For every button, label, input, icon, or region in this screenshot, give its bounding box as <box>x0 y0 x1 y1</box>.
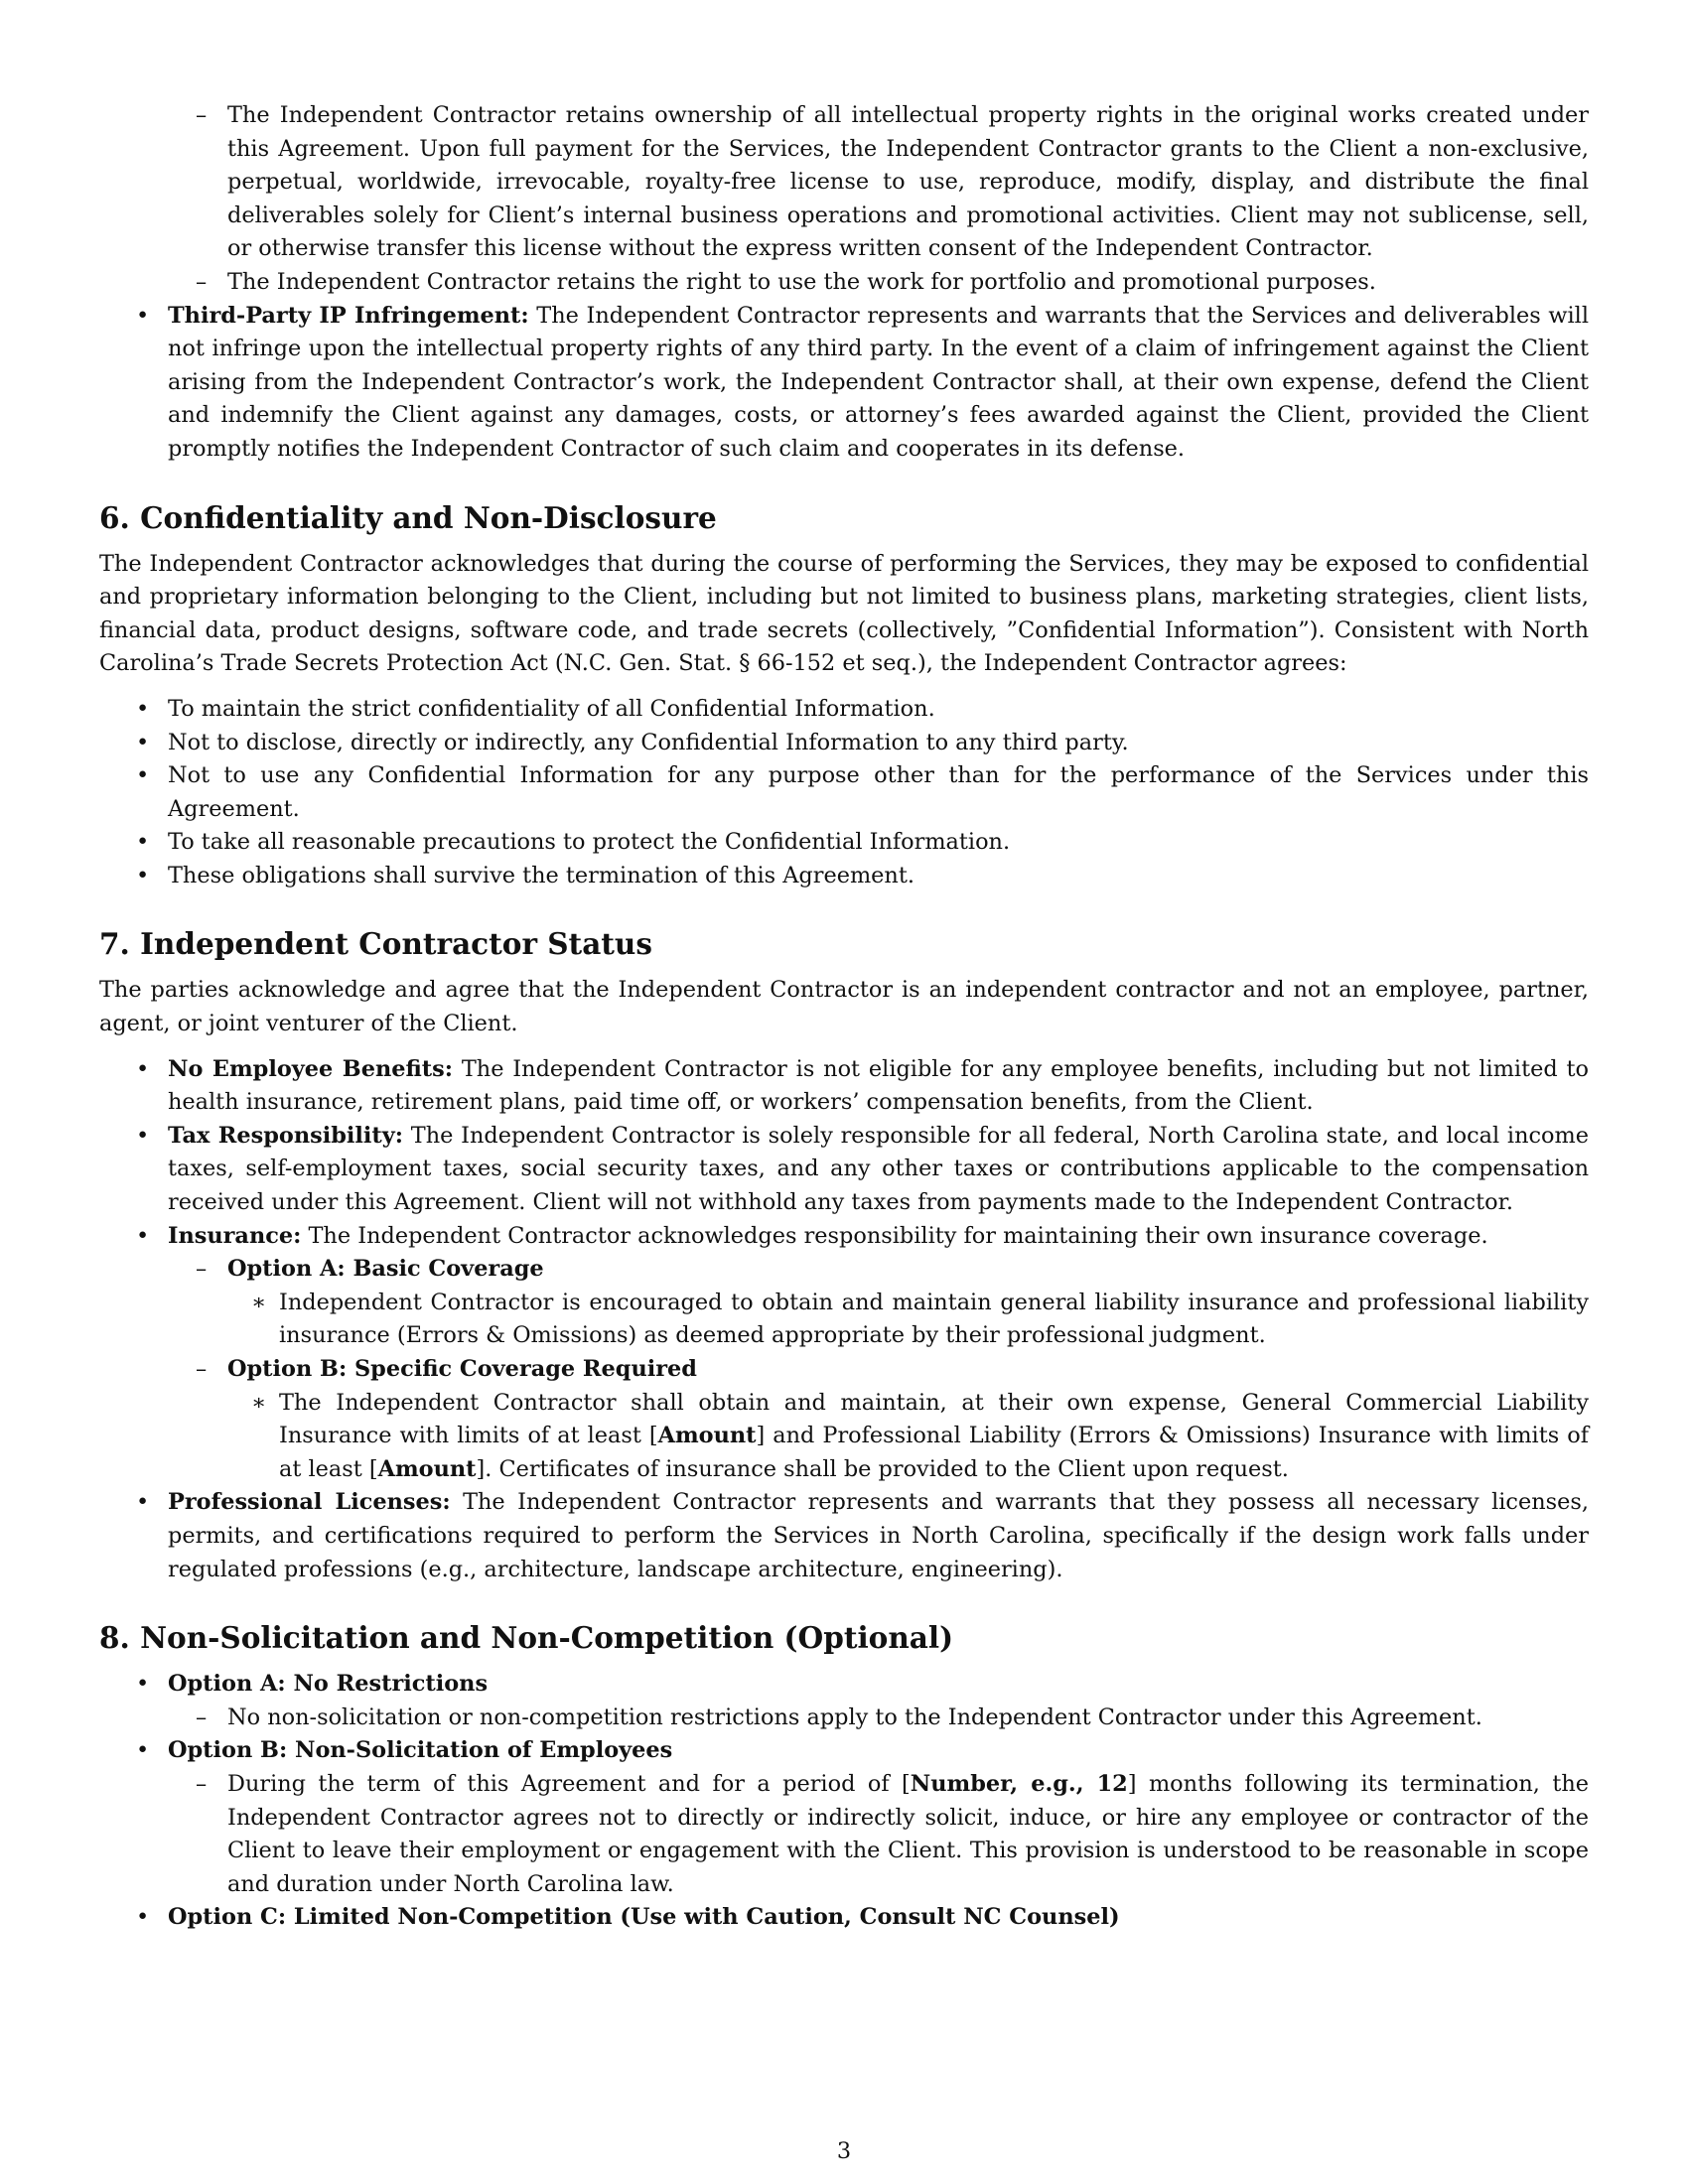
confidentiality-item: • These obligations shall survive the termination of this Agreement. <box>99 860 1589 893</box>
insurance-option-b <box>168 1353 1589 1486</box>
non-solicit-option-b <box>99 1734 1589 1901</box>
professional-licenses-label: Professional Licenses: <box>168 1489 451 1516</box>
option-b-text-part: ]. Certificates of insurance shall be provided to the Client upon request. <box>476 1455 1289 1482</box>
employee-benefits-text: The Independent Contractor is not eligible for any employee benefits, including but not limited to health insurance, retirement plans, paid time off, or workers’ compensation benefits, from the Client. <box>168 1055 1589 1116</box>
tax-responsibility-item <box>99 1120 1589 1220</box>
non-solicit-option-a-list <box>168 1702 1589 1735</box>
tax-responsibility-label: Tax Responsibility: <box>168 1122 404 1149</box>
non-compete-option-c-label: Option C: Limited Non-Competition (Use with Caution, Consult NC Counsel) <box>168 1904 1120 1931</box>
insurance-option-a-text: ∗ Independent Contractor is encouraged to obtain and maintain general liability insurance and professional liability insurance (Errors & Omissions) as deemed appropriate by their professional judgment. <box>227 1287 1589 1353</box>
professional-licenses-item <box>99 1486 1589 1586</box>
confidentiality-item: • To take all reasonable precautions to protect the Confidential Information. <box>99 826 1589 860</box>
non-solicit-option-b-text <box>168 1768 1589 1901</box>
non-solicit-option-a-label: Option A: No Restrictions <box>168 1671 489 1698</box>
insurance-label: Insurance: <box>168 1222 302 1249</box>
section-6-heading: 6. Confidentiality and Non-Disclosure <box>99 499 717 535</box>
insurance-option-a <box>168 1253 1589 1353</box>
section-7-heading: 7. Independent Contractor Status <box>99 926 652 962</box>
tax-responsibility-text: The Independent Contractor is solely responsible for all federal, North Carolina state, and local income taxes, self-employment taxes, social security taxes, and any other taxes or contributions applicable to the compensation received under this Agreement. Client will not withhold any taxes from payments made to the Independent Contractor. <box>168 1122 1589 1216</box>
insurance-option-b-label: Option B: Specific Coverage Required <box>227 1356 697 1382</box>
page-number: 3 <box>836 2138 852 2164</box>
ip-sublist <box>168 99 1589 300</box>
section-7-intro: The parties acknowledge and agree that the Independent Contractor is an independent contractor and not an employee, partner, agent, or joint venturer of the Client. <box>99 977 1589 1037</box>
insurance-option-a-list <box>227 1287 1589 1353</box>
non-compete-option-c <box>99 1901 1589 1935</box>
amount-placeholder: Amount <box>657 1423 757 1449</box>
non-solicit-option-b-label: Option B: Non-Solicitation of Employees <box>168 1737 673 1764</box>
option-b-text-part: ] months following its termination, the Independent Contractor agrees not to directly or indirectly solicit, induce, or hire any employee or contractor of the Client to leave their employment or engagement with the Client. This provision is understood to be reasonable in scope and duration under North Carolina law. <box>227 1770 1589 1897</box>
insurance-option-b-text <box>227 1387 1589 1487</box>
option-b-text-part: During the term of this Agreement and for a period of [ <box>227 1770 911 1797</box>
option-b-text-part: The Independent Contractor shall obtain and maintain, at their own expense, General Commercial Liability Insurance with limits of at least [ <box>279 1389 1589 1449</box>
insurance-item <box>99 1220 1589 1487</box>
document-page <box>99 99 1589 1935</box>
non-solicit-option-a-text: – No non-solicitation or non-competition restrictions apply to the Independent Contractor under this Agreement. <box>168 1702 1589 1735</box>
section-6-intro: The Independent Contractor acknowledges that during the course of performing the Services, they may be exposed to confidential and proprietary information belonging to the Client, including but not limited to business plans, marketing strategies, client lists, financial data, product designs, software code, and trade secrets (collectively, ”Confidential Information”). Consistent with North Carolina’s Trade Secrets Protection Act (N.C. Gen. Stat. § 66-152 et seq.), the Independent Contractor agrees: <box>99 550 1589 677</box>
ip-continuation <box>99 99 1589 300</box>
professional-licenses-text: The Independent Contractor represents and warrants that they possess all necessary licenses, permits, and certifications required to perform the Services in North Carolina, specifically if the design work falls under regulated professions (e.g., architecture, landscape architecture, engineering). <box>168 1489 1589 1582</box>
confidentiality-item: • To maintain the strict confidentiality of all Confidential Information. <box>99 693 1589 727</box>
ip-ownership-item: – The Independent Contractor retains ownership of all intellectual property rights in the original works created under this Agreement. Upon full payment for the Services, the Independent Contractor grants to the Client a non-exclusive, perpetual, worldwide, irrevocable, royalty-free license to use, reproduce, modify, display, and distribute the final deliverables solely for Client’s internal business operations and promotional activities. Client may not sublicense, sell, or otherwise transfer this license without the express written consent of the Independent Contractor. <box>168 99 1589 266</box>
ip-portfolio-item: – The Independent Contractor retains the right to use the work for portfolio and promotional purposes. <box>168 266 1589 300</box>
confidentiality-item: • Not to disclose, directly or indirectly, any Confidential Information to any third party. <box>99 727 1589 760</box>
section-8-heading: 8. Non-Solicitation and Non-Competition (Optional) <box>99 1620 954 1656</box>
employee-benefits-item <box>99 1053 1589 1120</box>
insurance-text: The Independent Contractor acknowledges responsibility for maintaining their own insurance coverage. <box>308 1222 1488 1249</box>
option-b-text-part: ] and Professional Liability (Errors & Omissions) Insurance with limits of at least [ <box>279 1423 1589 1482</box>
third-party-ip-text: The Independent Contractor represents and warrants that the Services and deliverables will not infringe upon the intellectual property rights of any third party. In the event of a claim of infringement against the Client arising from the Independent Contractor’s work, the Independent Contractor shall, at their own expense, defend the Client and indemnify the Client against any damages, costs, or attorney’s fees awarded against the Client, provided the Client promptly notifies the Independent Contractor of such claim and cooperates in its defense. <box>168 302 1589 462</box>
ip-list <box>99 300 1589 467</box>
insurance-option-b-list <box>227 1387 1589 1487</box>
third-party-ip-item <box>99 300 1589 467</box>
employee-benefits-label: No Employee Benefits: <box>168 1055 453 1082</box>
number-placeholder: Number, e.g., 12 <box>910 1770 1128 1797</box>
insurance-option-a-label: Option A: Basic Coverage <box>227 1256 544 1283</box>
non-solicit-option-b-list <box>168 1768 1589 1901</box>
amount-placeholder: Amount <box>377 1455 477 1482</box>
insurance-options <box>168 1253 1589 1486</box>
third-party-ip-label: Third-Party IP Infringement: <box>168 302 529 329</box>
non-solicit-option-a <box>99 1668 1589 1734</box>
non-solicitation-list <box>99 1668 1589 1935</box>
confidentiality-item: • Not to use any Confidential Information for any purpose other than for the performance of the Services under this Agreement. <box>99 759 1589 826</box>
contractor-status-list <box>99 1053 1589 1587</box>
confidentiality-list <box>99 693 1589 893</box>
